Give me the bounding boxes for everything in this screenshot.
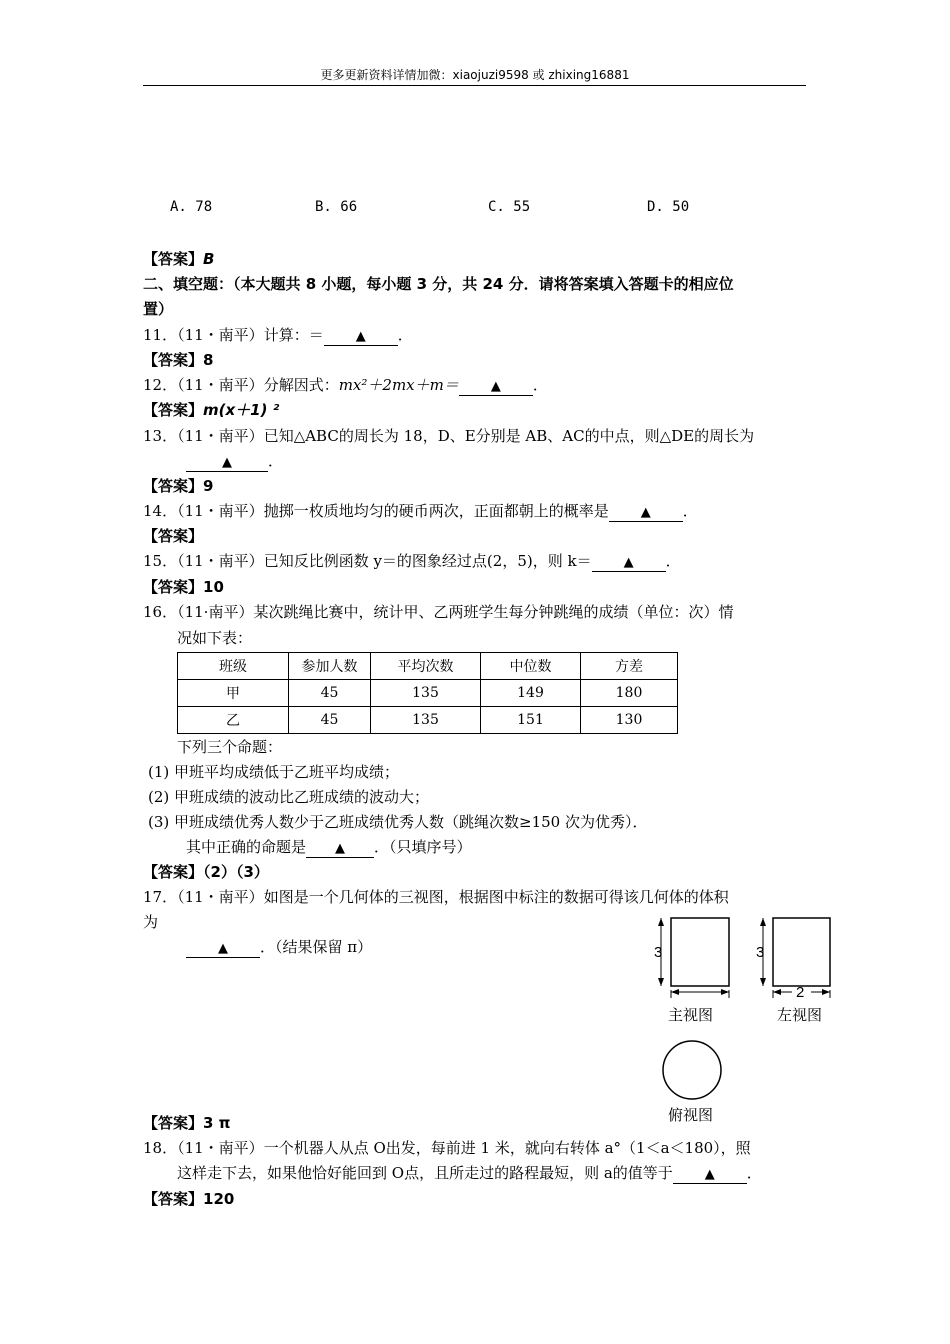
height-label-left: 3: [756, 944, 765, 961]
table-header-cell: 方差: [581, 653, 678, 680]
answer-blank: ▲: [324, 329, 398, 346]
left-view-label: 左视图: [777, 1006, 823, 1024]
table-cell: 45: [289, 707, 371, 734]
table-cell: 130: [581, 707, 678, 734]
question-18-cont: 这样走下去，如果他恰好能回到 O点，且所走过的路程最短，则 a的值等于 ▲ ．: [177, 1164, 762, 1182]
header-divider: [143, 85, 806, 86]
section-2-title-cont: 置）: [143, 300, 174, 318]
answer-blank: ▲: [609, 505, 683, 522]
choice-a: A. 78: [170, 199, 213, 215]
table-cell: 149: [481, 680, 581, 707]
question-17-blank-line: ▲ ．（结果保留 π）: [186, 936, 372, 958]
left-view: [760, 918, 830, 998]
answer-blank: ▲: [592, 555, 666, 572]
page-header: 更多更新资料详情加微：xiaojuzi9598 或 zhixing16881: [320, 68, 630, 82]
question-13-blank-line: ▲ ．: [186, 450, 283, 472]
table-cell: 151: [481, 707, 581, 734]
answer-10: 【答案】B: [143, 250, 215, 268]
q16-item-3: (3) 甲班成绩优秀人数少于乙班成绩优秀人数（跳绳次数≥150 次为优秀）．: [148, 813, 648, 831]
front-view: [658, 918, 729, 998]
question-14: 14．（11・南平）抛掷一枚质地均匀的硬币两次，正面都朝上的概率是 ▲ ．: [143, 502, 698, 520]
question-17: 17．（11・南平）如图是一个几何体的三视图，根据图中标注的数据可得该几何体的体积: [143, 888, 729, 906]
answer-17: 【答案】3 π: [143, 1114, 231, 1132]
table-cell: 180: [581, 680, 678, 707]
q16-item-2: (2) 甲班成绩的波动比乙班成绩的波动大；: [148, 788, 430, 806]
table-cell: 甲: [178, 680, 289, 707]
three-view-figure: [640, 905, 840, 1125]
height-label-front: 3: [654, 944, 663, 961]
table-header-cell: 参加人数: [289, 653, 371, 680]
answer-blank: ▲: [186, 941, 260, 958]
answer-blank: ▲: [306, 841, 374, 858]
table-cell: 135: [371, 680, 481, 707]
answer-blank: ▲: [673, 1167, 747, 1184]
answer-14: 【答案】: [143, 527, 204, 545]
question-15: 15．（11・南平）已知反比例函数 y＝的图象经过点(2，5)，则 k＝ ▲ ．: [143, 552, 681, 570]
top-view-label: 俯视图: [668, 1106, 714, 1124]
table-row: [178, 707, 678, 734]
answer-blank: ▲: [186, 455, 268, 472]
table-header-cell: 中位数: [481, 653, 581, 680]
section-2-title: 二、填空题：（本大题共 8 小题，每小题 3 分，共 24 分．请将答案填入答题卡的相应位: [143, 275, 734, 293]
width-label-left: 2: [796, 984, 805, 1001]
answer-11: 【答案】8: [143, 351, 214, 369]
table-cell: 135: [371, 707, 481, 734]
table-row: [178, 680, 678, 707]
q16-item-1: (1) 甲班平均成绩低于乙班平均成绩；: [148, 763, 400, 781]
table-header-row: [178, 653, 678, 680]
choice-d: D. 50: [647, 199, 690, 215]
q16-prompt: 其中正确的命题是 ▲ ．（只填序号）: [186, 838, 472, 856]
answer-18: 【答案】120: [143, 1190, 235, 1208]
question-12: 12．（11・南平）分解因式：mx²＋2mx＋m＝ ▲ ．: [143, 376, 548, 394]
front-view-label: 主视图: [668, 1006, 714, 1024]
answer-blank: ▲: [459, 379, 533, 396]
question-13: 13．（11・南平）已知△ABC的周长为 18，D、E分别是 AB、AC的中点，则△DE的周长为: [143, 427, 755, 445]
question-18: 18．（11・南平）一个机器人从点 O出发，每前进 1 米，就向右转体 a°（1＜a＜180），照: [143, 1139, 751, 1157]
question-11: 11．（11・南平）计算：＝ ▲ ．: [143, 326, 413, 344]
table-cell: 乙: [178, 707, 289, 734]
table-header-cell: 班级: [178, 653, 289, 680]
answer-12: 【答案】m(x＋1) ²: [143, 401, 280, 419]
choice-b: B. 66: [315, 199, 358, 215]
question-17-cont: 为: [143, 913, 159, 931]
answer-13: 【答案】9: [143, 477, 214, 495]
table-header-cell: 平均次数: [371, 653, 481, 680]
answer-15: 【答案】10: [143, 578, 224, 596]
choice-c: C. 55: [488, 199, 531, 215]
question-16: 16．（11·南平）某次跳绳比赛中，统计甲、乙两班学生每分钟跳绳的成绩（单位：次）情: [143, 603, 734, 621]
answer-16: 【答案】（2）（3）: [143, 863, 269, 881]
q16-intro: 下列三个命题：: [177, 738, 283, 756]
top-view-circle: [663, 1041, 721, 1099]
score-table: [177, 652, 678, 734]
table-cell: 45: [289, 680, 371, 707]
question-16-cont: 况如下表：: [177, 629, 253, 647]
